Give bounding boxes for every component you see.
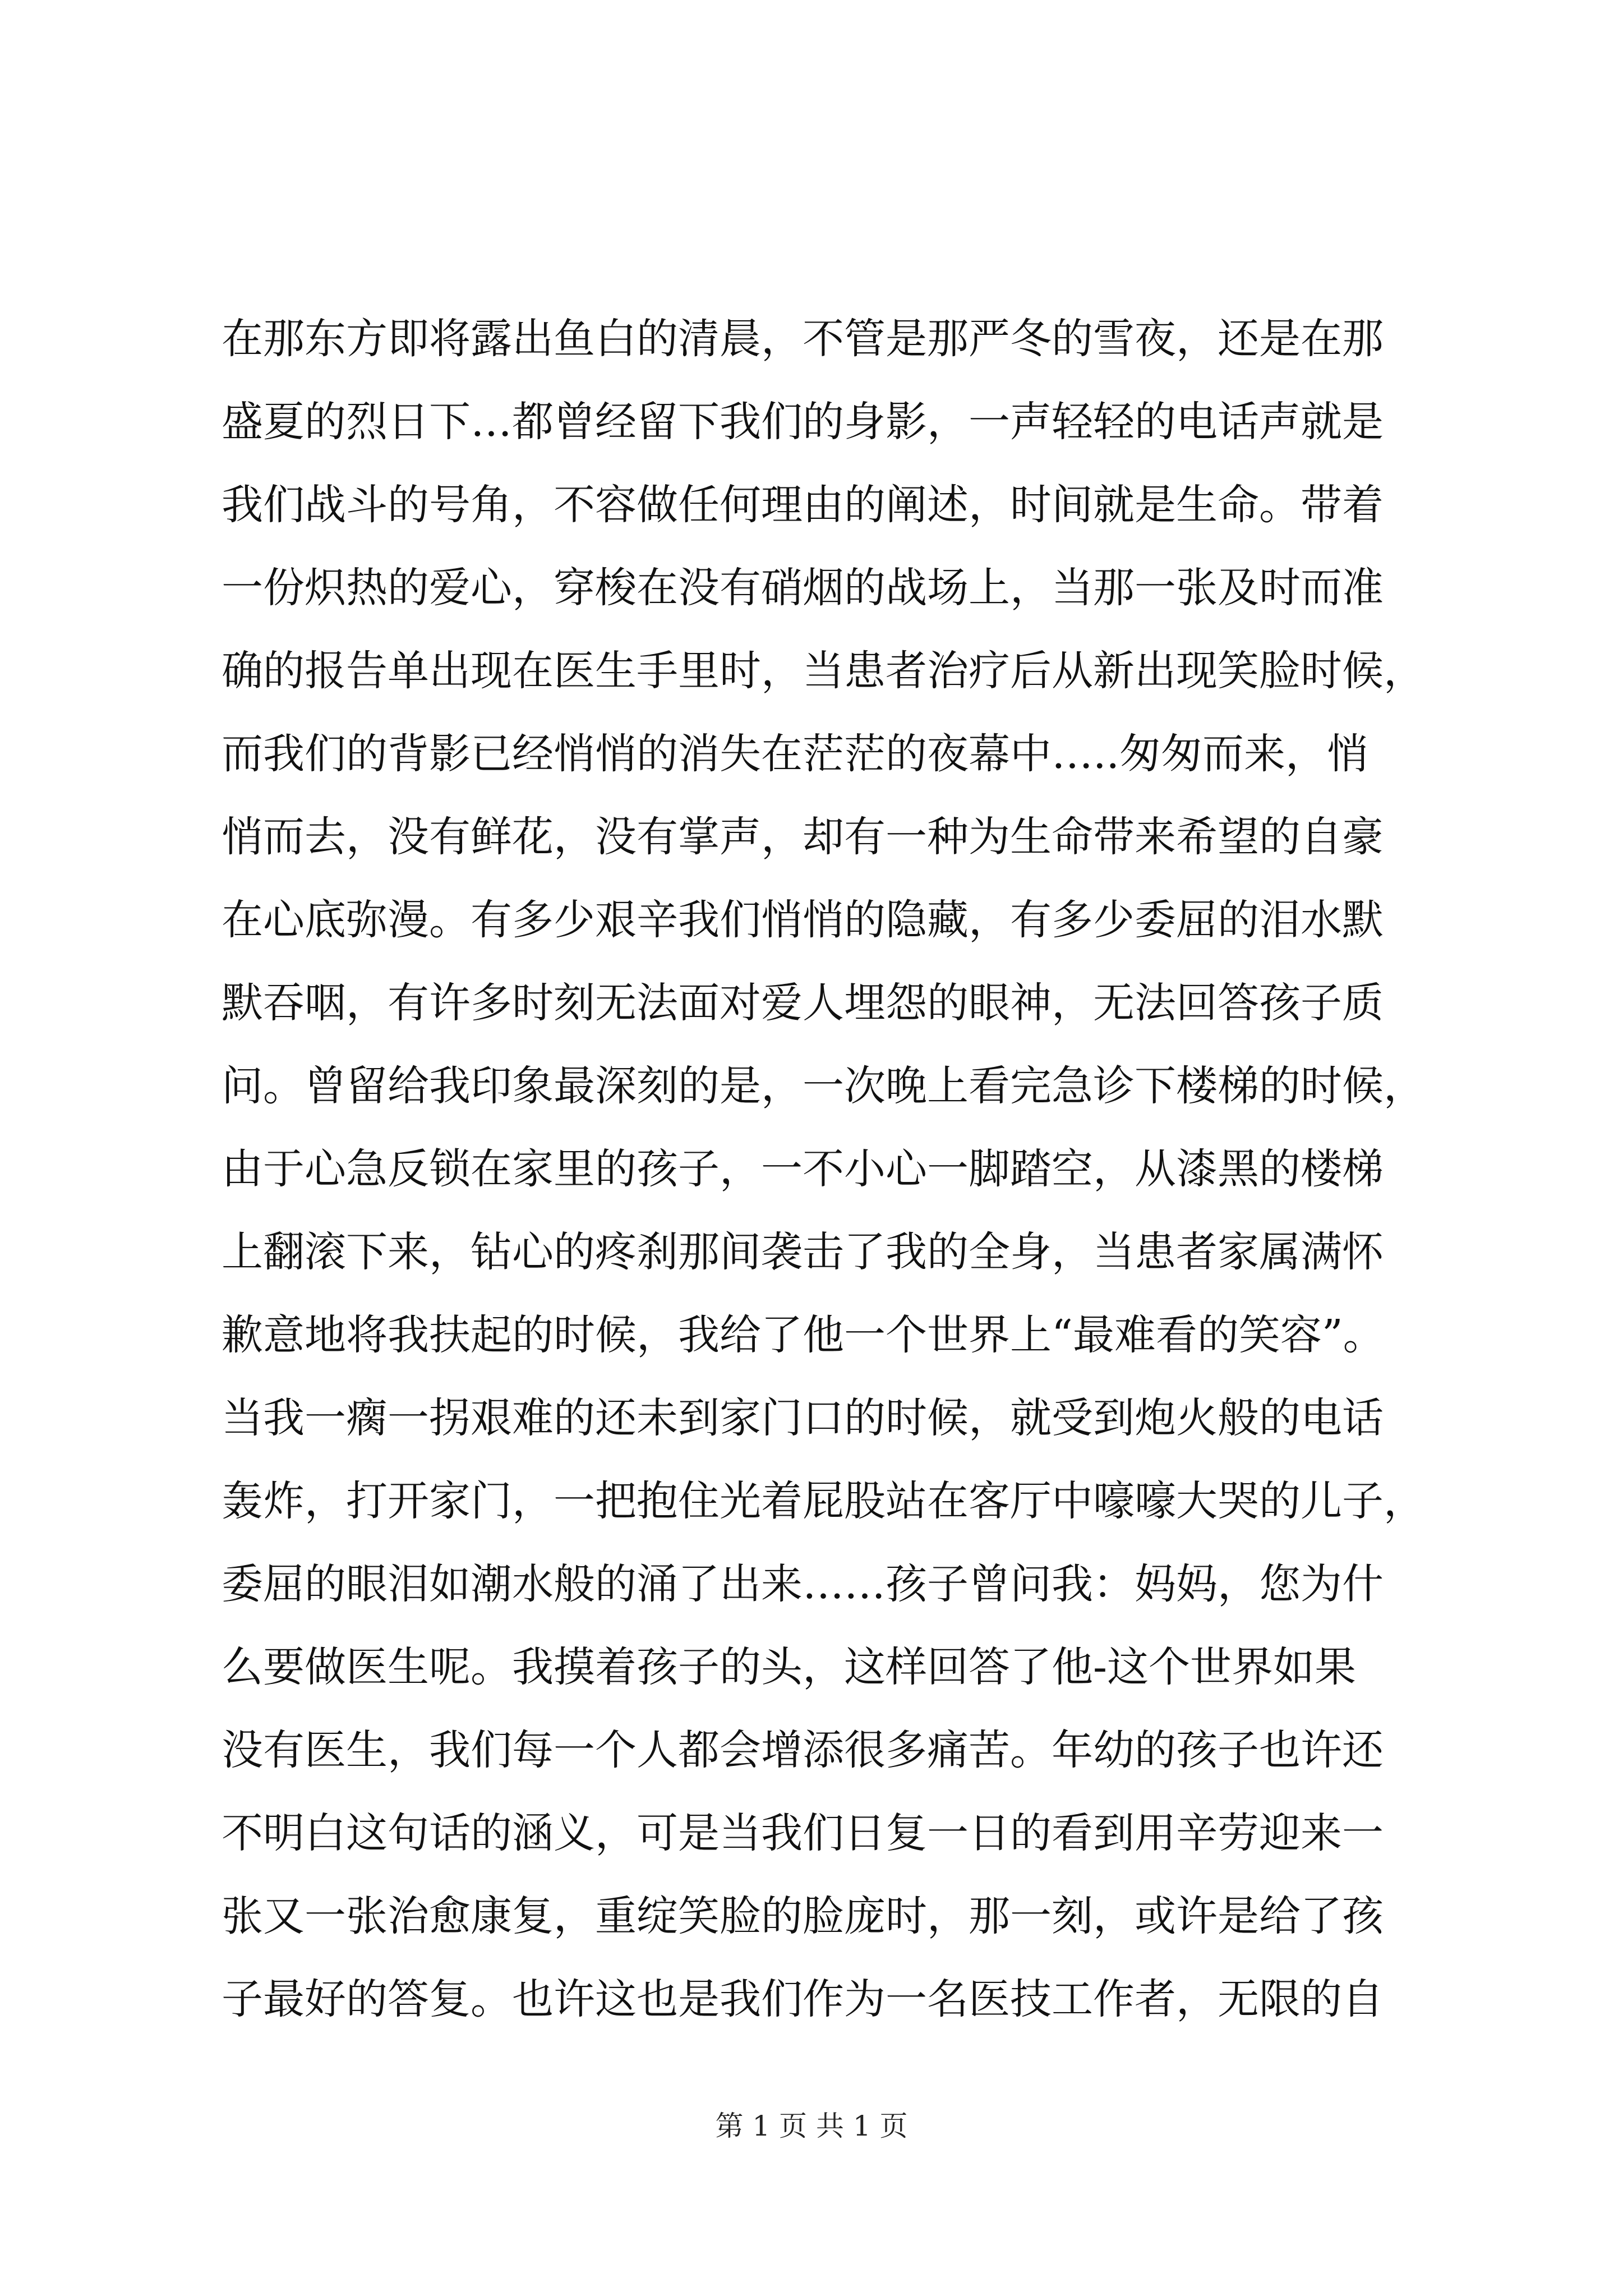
text-line: 盛夏的烈日下…都曾经留下我们的身影，一声轻轻的电话声就是 [222, 398, 1384, 446]
text-line: 一份炽热的爱心，穿梭在没有硝烟的战场上，当那一张及时而准 [222, 564, 1384, 612]
text-line: 默吞咽，有许多时刻无法面对爱人埋怨的眼神，无法回答孩子质 [222, 979, 1384, 1027]
page-number-label: 第 1 页 共 1 页 [715, 2110, 908, 2142]
text-line: 确的报告单出现在医生手里时，当患者治疗后从新出现笑脸时候， [222, 647, 1425, 695]
text-line: 张又一张治愈康复，重绽笑脸的脸庞时，那一刻，或许是给了孩 [222, 1892, 1384, 1940]
text-line: 问。曾留给我印象最深刻的是，一次晚上看完急诊下楼梯的时候， [222, 1062, 1425, 1110]
text-line: 在心底弥漫。有多少艰辛我们悄悄的隐藏，有多少委屈的泪水默 [222, 896, 1384, 944]
text-line: 歉意地将我扶起的时候，我给了他一个世界上“最难看的笑容”。 [222, 1311, 1385, 1359]
text-line: 不明白这句话的涵义，可是当我们日复一日的看到用辛劳迎来一 [222, 1809, 1384, 1857]
text-line: 上翻滚下来，钻心的疼刹那间袭击了我的全身，当患者家属满怀 [222, 1228, 1384, 1276]
text-line: 当我一瘸一拐艰难的还未到家门口的时候，就受到炮火般的电话 [222, 1394, 1384, 1442]
text-line: 没有医生，我们每一个人都会增添很多痛苦。年幼的孩子也许还 [222, 1726, 1384, 1774]
text-line: 悄而去，没有鲜花，没有掌声，却有一种为生命带来希望的自豪 [222, 813, 1384, 861]
text-line: 么要做医生呢。我摸着孩子的头，这样回答了他-这个世界如果 [222, 1643, 1357, 1691]
page-footer [0, 2104, 1623, 2148]
text-line: 轰炸，打开家门，一把抱住光着屁股站在客厅中嚎嚎大哭的儿子， [222, 1477, 1425, 1525]
body-paragraph [222, 297, 1433, 2041]
text-line: 委屈的眼泪如潮水般的涌了出来……孩子曾问我：妈妈，您为什 [222, 1560, 1384, 1608]
text-line: 子最好的答复。也许这也是我们作为一名医技工作者，无限的自 [222, 1975, 1384, 2023]
text-line: 而我们的背影已经悄悄的消失在茫茫的夜幕中…..匆匆而来，悄 [222, 730, 1369, 778]
text-line: 在那东方即将露出鱼白的清晨，不管是那严冬的雪夜，还是在那 [222, 315, 1384, 363]
text-line: 我们战斗的号角，不容做任何理由的阐述，时间就是生命。带着 [222, 481, 1384, 529]
text-line: 由于心急反锁在家里的孩子，一不小心一脚踏空，从漆黑的楼梯 [222, 1145, 1384, 1193]
